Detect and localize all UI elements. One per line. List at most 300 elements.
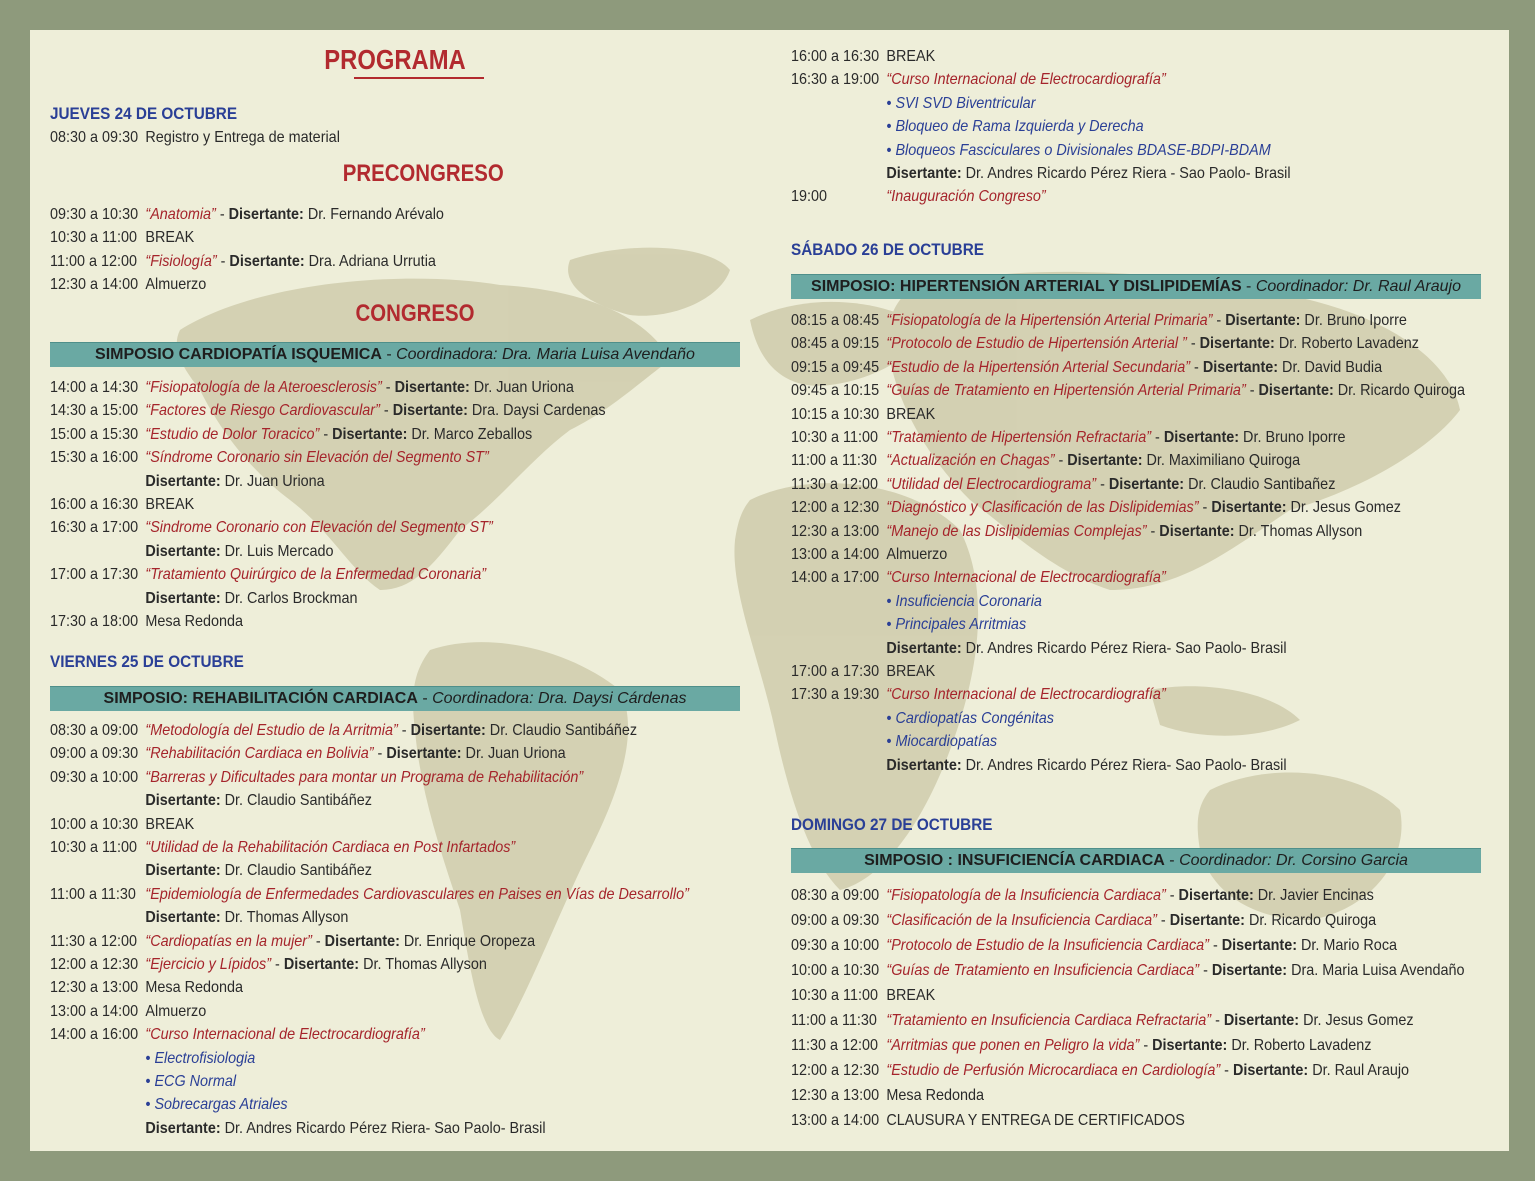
time-slot: 10:30 a 11:00: [50, 839, 138, 856]
session-topic: “Factores de Riesgo Cardiovascular”: [145, 402, 380, 420]
speaker-label: Disertante:: [1108, 475, 1185, 493]
item-content: [886, 960, 1464, 982]
item-content: [886, 544, 947, 566]
time-slot: 14:30 a 15:00: [50, 402, 139, 420]
item-content: [145, 251, 436, 273]
simposio-sep: -: [417, 690, 433, 707]
item-content: [145, 790, 372, 812]
time-slot: 11:00 a 11:30: [791, 452, 877, 470]
time-slot: 11:30 a 12:00: [791, 475, 879, 493]
speaker-name: Dr. Thomas Allyson: [1234, 522, 1363, 540]
separator: -: [1156, 912, 1170, 929]
speaker-label: Disertante:: [145, 1119, 221, 1137]
speaker-label: Disertante:: [386, 745, 462, 763]
separator: -: [397, 722, 411, 739]
time-slot: 10:30 a 11:00: [791, 429, 879, 446]
time-slot: 09:00 a 09:30: [50, 745, 139, 763]
item-text: BREAK: [145, 496, 195, 513]
program-title-underline: [354, 77, 484, 79]
day-heading-domingo: DOMINGO 27 DE OCTUBRE: [791, 815, 993, 834]
separator: -: [373, 745, 387, 763]
speaker-label: Disertante:: [332, 425, 408, 443]
bullet-item: • Electrofisiologia: [145, 1049, 256, 1067]
time-slot: 10:00 a 10:30: [50, 815, 139, 833]
bullet-item: • Bloqueo de Rama Izquierda y Derecha: [886, 118, 1144, 136]
simposio-name: SIMPOSIO : INSUFICIENCÍA CARDIACA: [864, 852, 1165, 869]
item-content: [145, 1024, 424, 1046]
time-slot: 16:30 a 19:00: [791, 71, 880, 89]
item-content: [145, 517, 492, 539]
bullet-item: • SVI SVD Biventricular: [886, 94, 1036, 112]
speaker-name: Dr. Andres Ricardo Pérez Riera- Sao Paolo- Brasil: [961, 756, 1287, 774]
speaker-label: Disertante:: [1221, 937, 1297, 954]
time-slot: 12:30 a 13:00: [791, 522, 880, 540]
separator: -: [381, 379, 395, 396]
item-text: Mesa Redonda: [145, 979, 244, 997]
speaker-label: Disertante:: [1169, 912, 1245, 929]
session-topic: “Epidemiología de Enfermedades Cardiovasculares en Paises en Vías de Desarrollo”: [145, 885, 689, 903]
speaker-label: Disertante:: [145, 472, 221, 490]
item-content: [886, 755, 1286, 777]
item-content: [886, 404, 935, 426]
day-heading-jueves: JUEVES 24 DE OCTUBRE: [50, 104, 238, 123]
item-text: Mesa Redonda: [886, 1087, 985, 1104]
speaker-name: Dra. Maria Luisa Avendaño: [1287, 962, 1465, 979]
speaker-name: Dr. Fernando Arévalo: [303, 206, 444, 223]
separator: -: [1151, 429, 1164, 446]
item-content: [886, 427, 1345, 449]
speaker-name: Dr. David Budia: [1278, 358, 1383, 376]
item-content: [886, 731, 997, 753]
separator: -: [1198, 499, 1212, 517]
bullet-item: • Insuficiencia Coronaria: [886, 592, 1042, 610]
speaker-label: Disertante:: [228, 206, 304, 223]
time-slot: 11:00 a 12:00: [50, 252, 138, 270]
item-content: [886, 885, 1373, 907]
program-title: PROGRAMA: [324, 44, 466, 75]
session-topic: “Diagnóstico y Clasificación de las Dislipidemias”: [886, 499, 1199, 517]
item-content: [886, 661, 935, 683]
simposio-sep: -: [381, 346, 397, 363]
separator: -: [379, 402, 393, 420]
speaker-name: Dr. Andres Ricardo Pérez Riera- Sao Paolo- Brasil: [220, 1119, 546, 1137]
item-content: [145, 204, 444, 226]
speaker-label: Disertante:: [1163, 429, 1240, 446]
speaker-label: Disertante:: [229, 252, 305, 270]
item-content: [145, 564, 486, 586]
item-text: Almuerzo: [145, 276, 207, 294]
item-content: [145, 1094, 287, 1116]
item-content: [145, 1001, 206, 1023]
session-topic: “Curso Internacional de Electrocardiografía”: [886, 686, 1166, 704]
item-content: [886, 93, 1035, 115]
time-slot: 10:15 a 10:30: [791, 405, 880, 423]
item-content: [145, 837, 515, 859]
item-content: [145, 907, 348, 929]
speaker-name: Dr. Juan Uriona: [461, 745, 566, 763]
session-topic: “Ejercicio y Lípidos”: [145, 956, 272, 973]
session-topic: “Inauguración Congreso”: [886, 188, 1046, 206]
speaker-name: Dr. Claudio Santibáñez: [485, 722, 638, 739]
item-content: [886, 1035, 1371, 1057]
bullet-item: • Sobrecargas Atriales: [145, 1096, 288, 1114]
item-content: [886, 567, 1165, 589]
item-content: [886, 357, 1382, 379]
item-content: [886, 163, 1290, 185]
item-content: [886, 116, 1143, 138]
session-topic: “Estudio de la Hipertensión Arterial Secundaria”: [886, 358, 1191, 376]
speaker-name: Dr. Enrique Oropeza: [399, 932, 536, 950]
time-slot: 08:30 a 09:00: [791, 887, 880, 904]
item-content: [886, 935, 1397, 957]
speaker-label: Disertante:: [410, 722, 486, 739]
speaker-label: Disertante:: [145, 862, 221, 880]
session-topic: “Protocolo de Estudio de la Insuficiencia Cardiaca”: [886, 937, 1209, 954]
item-content: [886, 380, 1465, 402]
item-content: [886, 614, 1026, 636]
time-slot: 17:30 a 19:30: [791, 686, 880, 704]
item-content: [886, 186, 1045, 208]
speaker-name: Dr. Mario Roca: [1296, 937, 1398, 954]
speaker-name: Dr. Andres Ricardo Pérez Riera- Sao Paolo- Brasil: [961, 639, 1287, 657]
time-slot: 11:30 a 12:00: [50, 932, 138, 950]
item-text: Mesa Redonda: [145, 613, 244, 630]
item-content: [145, 274, 206, 296]
simposio-bar-isquemica: [50, 342, 740, 367]
speaker-label: Disertante:: [324, 932, 400, 950]
speaker-label: Disertante:: [145, 542, 221, 560]
simposio-bar-hipertension: [791, 274, 1481, 299]
item-content: [886, 310, 1406, 332]
session-topic: “Anatomia”: [145, 206, 216, 223]
item-content: [145, 860, 372, 882]
item-content: [886, 1010, 1413, 1032]
time-slot: 13:00 a 14:00: [791, 546, 880, 563]
session-topic: “Utilidad del Electrocardiograma”: [886, 475, 1097, 493]
item-content: [145, 1071, 236, 1093]
separator: -: [215, 206, 229, 223]
session-topic: “Estudio de Dolor Toracico”: [145, 425, 320, 443]
session-topic: “Fisiopatología de la Hipertensión Arterial Primaria”: [886, 312, 1213, 329]
separator: -: [1096, 475, 1109, 493]
item-text: CLAUSURA Y ENTREGA DE CERTIFICADOS: [886, 1112, 1185, 1129]
speaker-name: Dr. Luis Mercado: [220, 542, 334, 560]
item-content: [886, 708, 1054, 730]
item-content: [145, 931, 535, 953]
speaker-name: Dr. Bruno Iporre: [1300, 312, 1407, 329]
item-content: [145, 767, 583, 789]
speaker-name: Dr. Raul Araujo: [1308, 1062, 1410, 1079]
simposio-sep: -: [1164, 852, 1180, 869]
bullet-item: • Cardiopatías Congénitas: [886, 709, 1054, 727]
speaker-name: Dra. Adriana Urrutia: [304, 252, 436, 270]
time-slot: 11:00 a 11:30: [50, 885, 136, 903]
item-content: [886, 1060, 1409, 1082]
item-content: [886, 684, 1165, 706]
time-slot: 11:30 a 12:00: [791, 1037, 879, 1054]
time-slot: 08:45 a 09:15: [791, 335, 880, 353]
speaker-label: Disertante:: [145, 589, 221, 607]
item-content: [145, 424, 532, 446]
item-text: BREAK: [145, 815, 195, 833]
item-content: [145, 447, 488, 469]
item-content: [145, 954, 486, 976]
speaker-label: Disertante:: [1178, 887, 1254, 904]
session-topic: “Guías de Tratamiento en Insuficiencia Cardiaca”: [886, 962, 1200, 979]
speaker-label: Disertante:: [886, 639, 962, 657]
item-text: BREAK: [886, 48, 936, 65]
item-content: [886, 474, 1335, 496]
time-slot: 13:00 a 14:00: [50, 1002, 139, 1020]
speaker-name: Dr. Jesus Gomez: [1286, 499, 1401, 517]
bullet-item: • Miocardiopatías: [886, 733, 998, 751]
item-content: [886, 521, 1362, 543]
day-heading-viernes: VIERNES 25 DE OCTUBRE: [50, 652, 244, 671]
speaker-label: Disertante:: [1152, 1037, 1228, 1054]
item-content: [145, 977, 243, 999]
item-text: BREAK: [145, 229, 195, 247]
simposio-sep: -: [1241, 278, 1256, 295]
speaker-label: Disertante:: [1199, 335, 1275, 353]
session-topic: “Curso Internacional de Electrocardiografía”: [886, 71, 1166, 89]
time-slot: 16:00 a 16:30: [791, 48, 880, 65]
simposio-name: SIMPOSIO: REHABILITACIÓN CARDIACA: [103, 690, 418, 707]
day-heading-sabado: SÁBADO 26 DE OCTUBRE: [791, 240, 984, 259]
simposio-coordinator: Coordinadora: Dra. Daysi Cárdenas: [432, 690, 687, 707]
speaker-label: Disertante:: [1225, 312, 1301, 329]
time-slot: 14:00 a 14:30: [50, 379, 139, 396]
speaker-name: Dr. Ricardo Quiroga: [1333, 382, 1466, 400]
item-text: Almuerzo: [886, 546, 948, 563]
speaker-name: Dr. Marco Zeballos: [407, 425, 533, 443]
time-slot: 08:30 a 09:00: [50, 722, 139, 739]
bullet-item: • Principales Arritmias: [886, 616, 1027, 634]
speaker-name: Dr. Carlos Brockman: [220, 589, 358, 607]
speaker-name: Dr. Roberto Lavadenz: [1274, 335, 1419, 353]
item-content: [145, 588, 357, 610]
item-content: [145, 1048, 255, 1070]
time-slot: 15:30 a 16:00: [50, 449, 139, 467]
session-topic: “Tratamiento en Insuficiencia Cardiaca Refractaria”: [886, 1012, 1212, 1029]
time-slot: 16:00 a 16:30: [50, 496, 139, 513]
item-content: [886, 910, 1376, 932]
separator: -: [1146, 522, 1160, 540]
speaker-name: Dr. Claudio Santibañez: [1184, 475, 1336, 493]
item-content: [145, 471, 324, 493]
speaker-name: Dra. Daysi Cardenas: [467, 402, 606, 420]
session-topic: “Rehabilitación Cardiaca en Bolivia”: [145, 745, 374, 763]
session-topic: “Tratamiento de Hipertensión Refractaria”: [886, 429, 1152, 446]
speaker-name: Dr. Claudio Santibáñez: [220, 792, 372, 810]
session-topic: “Utilidad de la Rehabilitación Cardiaca en Post Infartados”: [145, 839, 516, 856]
precongreso-title: PRECONGRESO: [342, 160, 504, 187]
separator: -: [1220, 1062, 1233, 1079]
time-slot: 16:30 a 17:00: [50, 519, 139, 537]
time-slot: 09:30 a 10:00: [50, 768, 139, 786]
speaker-name: Dr. Maximiliano Quiroga: [1142, 452, 1301, 470]
session-topic: “Manejo de las Dislipidemias Complejas”: [886, 522, 1147, 540]
session-topic: “Protocolo de Estudio de Hipertensión Arterial ”: [886, 335, 1187, 353]
item-content: [886, 985, 935, 1007]
item-content: [886, 450, 1300, 472]
item-content: [145, 494, 194, 516]
item-content: [886, 46, 935, 68]
session-topic: “Fisiopatología de la Ateroesclerosis”: [145, 379, 382, 396]
speaker-label: Disertante:: [1211, 962, 1288, 979]
separator: -: [1245, 382, 1259, 400]
separator: -: [271, 956, 284, 973]
item-content: [886, 497, 1401, 519]
session-topic: “Fisiopatología de la Insuficiencia Cardiaca”: [886, 887, 1166, 904]
speaker-label: Disertante:: [886, 165, 962, 182]
simposio-bar-rehabilitacion: [50, 686, 740, 711]
item-content: [886, 638, 1286, 660]
item-text: BREAK: [886, 663, 936, 680]
item-content: [145, 611, 243, 633]
speaker-name: Dr. Ricardo Quiroga: [1244, 912, 1377, 929]
separator: -: [1186, 335, 1200, 353]
speaker-label: Disertante:: [145, 792, 221, 810]
time-slot: 09:15 a 09:45: [791, 358, 880, 376]
speaker-name: Dr. Javier Encinas: [1253, 887, 1374, 904]
speaker-name: Dr. Andres Ricardo Pérez Riera - Sao Paolo- Brasil: [961, 165, 1291, 182]
time-slot: 14:00 a 16:00: [50, 1026, 139, 1044]
item-content: [145, 743, 565, 765]
speaker-label: Disertante:: [1232, 1062, 1309, 1079]
item-content: [886, 69, 1165, 91]
time-slot: 12:30 a 13:00: [791, 1087, 880, 1104]
time-slot: 09:30 a 10:30: [50, 206, 139, 223]
speaker-label: Disertante:: [1202, 358, 1279, 376]
simposio-coordinator: Coordinador: Dr. Corsino Garcia: [1179, 852, 1408, 869]
separator: -: [1212, 312, 1226, 329]
speaker-label: Disertante:: [145, 909, 221, 927]
speaker-label: Disertante:: [1159, 522, 1235, 540]
speaker-label: Disertante:: [394, 379, 470, 396]
item-content: [886, 140, 1270, 162]
item-content: [145, 884, 688, 906]
time-slot: 10:30 a 11:00: [791, 987, 879, 1004]
speaker-label: Disertante:: [1211, 499, 1287, 517]
time-slot: 11:00 a 11:30: [791, 1012, 877, 1029]
separator: -: [319, 425, 333, 443]
separator: -: [1054, 452, 1068, 470]
speaker-name: Dr. Jesus Gomez: [1299, 1012, 1414, 1029]
item-text: Almuerzo: [145, 1002, 207, 1020]
item-content: [886, 1110, 1184, 1132]
session-topic: “Guías de Tratamiento en Hipertensión Arterial Primaria”: [886, 382, 1246, 400]
item-content: [145, 814, 194, 836]
separator: -: [1208, 937, 1222, 954]
separator: -: [1199, 962, 1212, 979]
item-content: [145, 541, 333, 563]
item-content: [145, 377, 573, 399]
session-topic: “Sindrome Coronario con Elevación del Segmento ST”: [145, 519, 493, 537]
item-content: [886, 591, 1042, 613]
session-topic: “Cardiopatías en la mujer”: [145, 932, 312, 950]
session-topic: “Curso Internacional de Electrocardiografía”: [145, 1026, 425, 1044]
time-slot: 09:45 a 10:15: [791, 382, 880, 400]
speaker-name: Dr. Bruno Iporre: [1239, 429, 1346, 446]
speaker-label: Disertante:: [886, 756, 962, 774]
time-slot: 12:00 a 12:30: [791, 1062, 880, 1079]
session-topic: “Síndrome Coronario sin Elevación del Segmento ST”: [145, 449, 489, 467]
time-slot: 09:00 a 09:30: [791, 912, 880, 929]
time-slot: 14:00 a 17:00: [791, 569, 880, 587]
speaker-name: Dr. Juan Uriona: [469, 379, 574, 396]
item-text: Registro y Entrega de material: [145, 129, 340, 146]
simposio-coordinator: Coordinadora: Dra. Maria Luisa Avendaño: [396, 346, 695, 363]
time-slot: 08:15 a 08:45: [791, 312, 880, 329]
simposio-coordinator: Coordinador: Dr. Raul Araujo: [1255, 278, 1461, 295]
item-content: [886, 333, 1419, 355]
time-slot: 09:30 a 10:00: [791, 937, 880, 954]
congreso-title: CONGRESO: [355, 300, 475, 327]
time-slot: 12:30 a 14:00: [50, 276, 139, 294]
item-content: [145, 1118, 545, 1140]
time-slot: 15:00 a 15:30: [50, 425, 139, 443]
speaker-label: Disertante:: [1067, 452, 1143, 470]
time-slot: 12:00 a 12:30: [50, 956, 139, 973]
time-slot: 10:30 a 11:00: [50, 229, 138, 247]
item-text: BREAK: [886, 405, 936, 423]
time-slot: 17:00 a 17:30: [791, 663, 880, 680]
separator: -: [1165, 887, 1179, 904]
item-content: [145, 227, 194, 249]
bullet-item: • Bloqueos Fasciculares o Divisionales BDASE-BDPI-BDAM: [886, 141, 1271, 159]
session-topic: “Actualización en Chagas”: [886, 452, 1055, 470]
time-slot: 17:00 a 17:30: [50, 566, 139, 584]
speaker-label: Disertante:: [1258, 382, 1334, 400]
time-slot: 17:30 a 18:00: [50, 613, 139, 630]
bullet-item: • ECG Normal: [145, 1073, 237, 1090]
time-slot: 13:00 a 14:00: [791, 1112, 880, 1129]
session-topic: “Estudio de Perfusión Microcardiaca en Cardiología”: [886, 1062, 1221, 1079]
program-panel: [30, 30, 1509, 1151]
speaker-name: Dr. Thomas Allyson: [220, 909, 349, 927]
speaker-name: Dr. Thomas Allyson: [359, 956, 487, 973]
separator: -: [1190, 358, 1203, 376]
session-topic: “Fisiología”: [145, 252, 217, 270]
session-topic: “Curso Internacional de Electrocardiografía”: [886, 569, 1166, 587]
simposio-name: SIMPOSIO CARDIOPATÍA ISQUEMICA: [95, 346, 382, 363]
speaker-name: Dr. Juan Uriona: [220, 472, 325, 490]
item-content: [145, 400, 605, 422]
speaker-name: Dr. Claudio Santibáñez: [220, 862, 372, 880]
speaker-label: Disertante:: [283, 956, 360, 973]
item-content: [145, 720, 637, 742]
simposio-name: SIMPOSIO: HIPERTENSIÓN ARTERIAL Y DISLIPIDEMÍAS: [811, 278, 1242, 295]
separator: -: [216, 252, 230, 270]
time-slot: 12:30 a 13:00: [50, 979, 139, 997]
session-topic: “Clasificación de la Insuficiencia Cardiaca”: [886, 912, 1157, 929]
time-slot: 19:00: [791, 188, 828, 206]
time-slot: 08:30 a 09:30: [50, 129, 139, 146]
session-topic: “Barreras y Dificultades para montar un Programa de Rehabilitación”: [145, 768, 584, 786]
session-topic: “Arritmias que ponen en Peligro la vida”: [886, 1037, 1140, 1054]
separator: -: [311, 932, 325, 950]
speaker-label: Disertante:: [392, 402, 468, 420]
speaker-label: Disertante:: [1223, 1012, 1300, 1029]
separator: -: [1139, 1037, 1153, 1054]
item-text: BREAK: [886, 987, 936, 1004]
session-topic: “Tratamiento Quirúrgico de la Enfermedad Coronaria”: [145, 566, 487, 584]
speaker-name: Dr. Roberto Lavadenz: [1227, 1037, 1372, 1054]
simposio-bar-insuficiencia: [791, 848, 1481, 873]
item-content: [886, 1085, 984, 1107]
map-indonesia: [1150, 686, 1300, 735]
time-slot: 10:00 a 10:30: [791, 962, 880, 979]
